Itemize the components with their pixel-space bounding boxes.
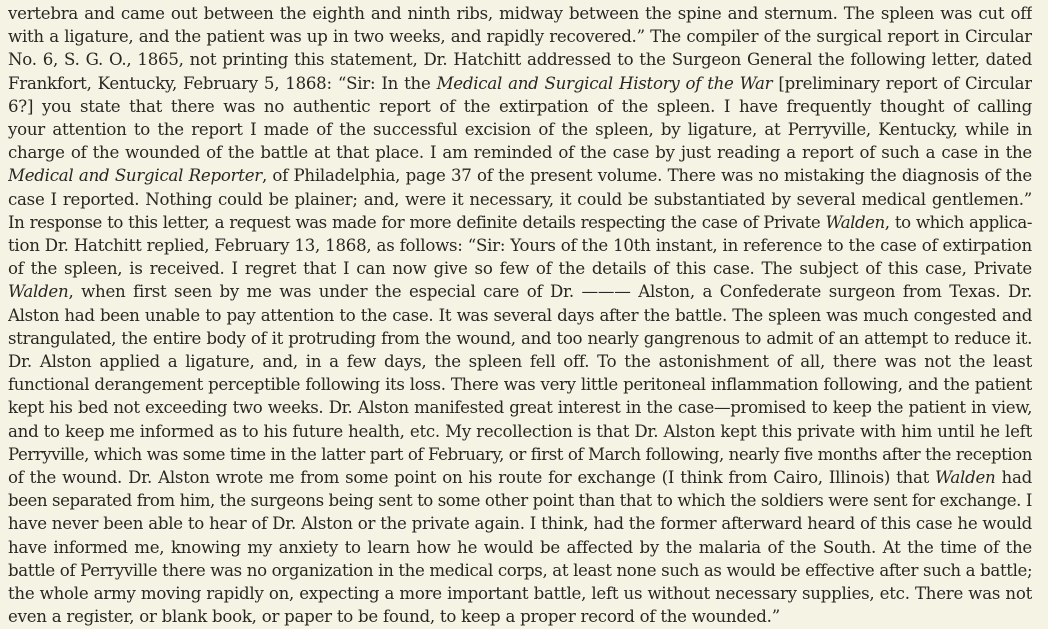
text-segment: strangulated, the entire body of it protruding from the wound, and too nearly gangrenous to admit of an attempt to reduce it. bbox=[8, 328, 1032, 348]
text-line bbox=[8, 280, 1032, 304]
italic-text-segment: Walden bbox=[825, 212, 885, 232]
text-segment: battle of Perryville there was no organization in the medical corps, at least none such as would be effective after such a battle; bbox=[8, 560, 1032, 580]
italic-text-segment: Walden bbox=[8, 282, 69, 302]
text-segment: been separated from him, the surgeons being sent to some other point than that to which the soldiers were sent for exchange. I bbox=[8, 491, 1032, 511]
text-line bbox=[8, 512, 1032, 536]
text-line bbox=[8, 72, 1032, 96]
text-segment: have never been able to hear of Dr. Alston or the private again. I think, had the former afterward heard of this case he would bbox=[8, 514, 1032, 534]
text-line bbox=[8, 350, 1032, 374]
text-line bbox=[8, 582, 1032, 606]
text-segment: Dr. Alston applied a ligature, and, in a few days, the spleen fell off. To the astonishment of all, there was not the least bbox=[8, 352, 1032, 371]
text-segment: even a register, or blank book, or paper to be found, to keep a proper record of the wounded.” bbox=[8, 607, 780, 627]
text-segment: , to which applica- bbox=[884, 212, 1032, 232]
italic-text-segment: Medical and Surgical History of the War bbox=[436, 73, 773, 93]
text-segment: No. 6, S. G. O., 1865, not printing this statement, Dr. Hatchitt addressed to the Surgeon General the following letter, dated bbox=[8, 50, 1032, 70]
text-line bbox=[8, 466, 1032, 490]
italic-text-segment: Walden bbox=[935, 468, 996, 487]
text-line bbox=[8, 327, 1032, 351]
text-line bbox=[8, 420, 1032, 444]
text-segment: charge of the wounded of the battle at that place. I am reminded of the case by just reading a report of such a case in the bbox=[8, 143, 1032, 163]
text-line bbox=[8, 304, 1032, 328]
text-segment: Alston had been unable to pay attention to the case. It was several days after the battle. The spleen was much congested and bbox=[8, 305, 1032, 325]
italic-text-segment: Medical and Surgical Reporter bbox=[8, 166, 262, 186]
text-line bbox=[8, 559, 1032, 583]
text-line bbox=[8, 188, 1032, 212]
text-segment: , of Philadelphia, page 37 of the present volume. There was no mistaking the diagnosis of the bbox=[261, 166, 1032, 186]
text-segment: In response to this letter, a request was made for more definite details respecting the case of Private bbox=[8, 212, 826, 232]
text-line bbox=[8, 25, 1032, 49]
text-segment: the whole army moving rapidly on, expecting a more important battle, left us without necessary supplies, etc. There was not bbox=[8, 584, 1032, 603]
text-segment: with a ligature, and the patient was up in two weeks, and rapidly recovered.” The compiler of the surgical report in Circular bbox=[8, 27, 1032, 47]
text-segment: kept his bed not exceeding two weeks. Dr. Alston manifested great interest in the case—promised to keep the patient in view, bbox=[8, 398, 1032, 418]
text-line bbox=[8, 605, 1032, 629]
text-line bbox=[8, 164, 1032, 188]
text-segment: vertebra and came out between the eighth and ninth ribs, midway between the spine and sternum. The spleen was cut off bbox=[8, 4, 1032, 23]
text-line bbox=[8, 489, 1032, 513]
text-segment: functional derangement perceptible following its loss. There was very little peritoneal inflammation following, and the patient bbox=[8, 375, 1032, 395]
text-segment: had bbox=[995, 468, 1032, 487]
text-line bbox=[8, 141, 1032, 165]
text-line bbox=[8, 373, 1032, 397]
text-segment: Perryville, which was some time in the latter part of February, or first of March following, nearly five months after the reception bbox=[8, 444, 1032, 464]
text-segment: tion Dr. Hatchitt replied, February 13, 1868, as follows: “Sir: Yours of the 10th instant, in reference to the case of extirpation bbox=[8, 236, 1032, 255]
text-segment: Frankfort, Kentucky, February 5, 1868: “Sir: In the bbox=[8, 73, 437, 93]
text-line bbox=[8, 211, 1032, 235]
text-segment: of the spleen, is received. I regret that I can now give so few of the details of this case. The subject of this case, Private bbox=[8, 259, 1032, 279]
text-line bbox=[8, 95, 1032, 119]
text-line bbox=[8, 2, 1032, 26]
text-line bbox=[8, 118, 1032, 142]
text-line bbox=[8, 48, 1032, 72]
text-line bbox=[8, 443, 1032, 467]
text-segment: and to keep me informed as to his future health, etc. My recollection is that Dr. Alston kept this private with him until he left bbox=[8, 421, 1032, 441]
text-segment: , when first seen by me was under the especial care of Dr. ——— Alston, a Confederate surgeon from Texas. Dr. bbox=[68, 282, 1032, 302]
text-line bbox=[8, 257, 1032, 281]
text-segment: your attention to the report I made of the successful excision of the spleen, by ligature, at Perryville, Kentucky, while in bbox=[8, 120, 1032, 139]
text-segment: of the wound. Dr. Alston wrote me from some point on his route for exchange (I think from Cairo, Illinois) that bbox=[8, 468, 936, 487]
text-line bbox=[8, 396, 1032, 420]
text-line bbox=[8, 536, 1032, 560]
text-line bbox=[8, 234, 1032, 258]
text-segment: case I reported. Nothing could be plainer; and, were it necessary, it could be substantiated by several medical gentlemen.” bbox=[8, 189, 1032, 209]
text-segment: [preliminary report of Circular bbox=[772, 73, 1032, 93]
text-segment: have informed me, knowing my anxiety to learn how he would be affected by the malaria of the South. At the time of the bbox=[8, 537, 1032, 557]
text-segment: 6?] you state that there was no authentic report of the extirpation of the spleen. I have frequently thought of calling bbox=[8, 96, 1032, 116]
